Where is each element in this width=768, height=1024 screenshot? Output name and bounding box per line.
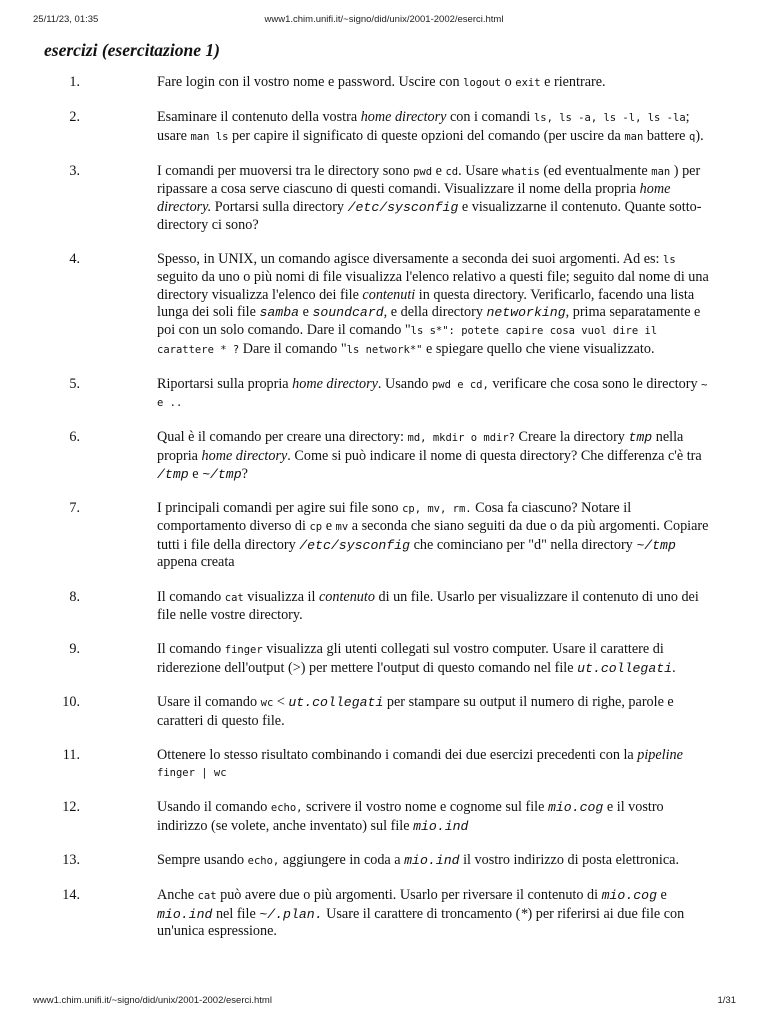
emphasis-text: contenuto	[318, 588, 375, 605]
inline-path: ~/tmp	[636, 537, 676, 553]
exercise-text	[157, 694, 717, 730]
exercise-item	[0, 641, 768, 677]
inline-path: mio.cog	[547, 800, 604, 816]
text-run: Cosa fa ciascuno? Notare il comportamento diverso di	[157, 499, 632, 535]
text-run: aggiungere in coda a	[279, 852, 405, 868]
inline-path: mio.ind	[157, 906, 213, 922]
text-run: ) per ripassare a cosa serve ciascuno di questi comandi. Visualizzare il nome della propria	[157, 162, 701, 198]
exercise-item	[0, 251, 768, 360]
text-run: , e della directory	[383, 304, 487, 321]
text-run: Fare login con il vostro nome e password. Uscire con	[157, 74, 464, 90]
inline-command: man ls	[190, 130, 229, 143]
text-run: Usare il carattere di troncamento (	[322, 905, 521, 922]
exercise-number: 1.	[69, 74, 80, 90]
exercise-text	[157, 251, 717, 360]
exercise-item	[0, 429, 768, 483]
text-run: , prima separatamente e poi con un solo comando. Dare il comando "	[157, 304, 701, 339]
exercise-number: 7.	[69, 499, 80, 516]
text-run: che cominciano per "d" nella directory	[410, 536, 637, 553]
inline-path: networking	[486, 305, 566, 321]
print-header-url: www1.chim.unifi.it/~signo/did/unix/2001-2002/eserci.html	[264, 14, 504, 25]
page-number: 1/31	[717, 995, 736, 1006]
text-run: . Come si può indicare il nome di questa directory? Che differenza c'è tra	[287, 448, 702, 464]
inline-command: man	[651, 165, 671, 178]
text-run: e	[188, 465, 203, 482]
exercise-item	[0, 887, 768, 941]
text-run: Riportarsi sulla propria	[157, 375, 293, 392]
exercise-text	[157, 799, 717, 835]
print-header	[0, 14, 768, 30]
exercise-number: 14.	[62, 887, 80, 904]
text-run: ; usare	[157, 109, 690, 144]
inline-path: ut.collegati	[288, 694, 384, 710]
exercise-text	[157, 500, 717, 572]
text-run: appena creata	[157, 554, 235, 571]
text-run: I principali comandi per agire sui file sono	[157, 499, 403, 516]
exercise-number: 10.	[62, 693, 80, 710]
inline-path: samba	[259, 305, 300, 321]
emphasis-text: home directory	[201, 448, 288, 464]
emphasis-text: home directory	[292, 375, 378, 392]
text-run: il vostro indirizzo di posta elettronica.	[459, 852, 679, 868]
inline-path: mio.ind	[404, 853, 460, 868]
exercise-item	[0, 163, 768, 234]
exercise-item	[0, 747, 768, 783]
text-run: Usare il comando	[157, 693, 261, 710]
text-run: Il comando	[157, 641, 225, 658]
text-run: Esaminare il contenuto della vostra	[157, 109, 361, 126]
inline-path: /etc/sysconfig	[299, 537, 411, 553]
text-run: battere	[643, 127, 690, 144]
text-run: o	[501, 74, 516, 90]
inline-command: ls, ls -a, ls -l, ls -la	[533, 112, 686, 125]
inline-command: cd	[445, 165, 459, 178]
text-run: Portarsi sulla directory	[211, 198, 348, 215]
text-run: verificare che cosa sono le directory	[488, 375, 702, 392]
text-run: e	[432, 162, 446, 179]
text-run: e rientrare.	[540, 74, 606, 90]
exercise-text	[157, 429, 717, 483]
inline-command: pwd e cd,	[431, 378, 489, 391]
print-footer-url: www1.chim.unifi.it/~signo/did/unix/2001-2002/eserci.html	[33, 995, 272, 1006]
exercise-text	[157, 887, 717, 941]
exercise-number: 5.	[69, 375, 80, 392]
exercise-number: 2.	[69, 109, 80, 126]
exercise-text	[157, 852, 717, 871]
text-run: ) per riferirsi ai due file con un'unica espressione.	[157, 905, 685, 940]
text-run: . Usando	[377, 375, 432, 392]
inline-path: ut.collegati	[577, 660, 673, 676]
text-run: in questa directory. Verificarlo, facendo una lista lunga dei soli file	[157, 286, 695, 321]
inline-command: cat	[197, 890, 217, 903]
exercise-number: 3.	[69, 162, 80, 179]
text-run: . Usare	[458, 162, 502, 179]
exercise-text	[157, 74, 717, 93]
text-run: e spiegare quello che viene visualizzato.	[422, 340, 655, 357]
text-run: nel file	[212, 905, 260, 922]
inline-command: mv	[335, 521, 349, 534]
inline-path: mio.ind	[413, 818, 469, 834]
exercise-number: 11.	[62, 746, 80, 763]
inline-command: man	[624, 130, 644, 143]
text-run: seguito da uno o più nomi di file visualizza l'elenco relativo a questi file; seguito dal nome di una directory visualizza l'elenco dei file	[157, 269, 709, 303]
text-run: visualizza il	[243, 588, 319, 605]
inline-command: q	[689, 130, 696, 143]
text-run: e visualizzarne il contenuto. Quante sotto-directory ci sono?	[157, 198, 702, 233]
inline-path: ~/tmp	[202, 466, 242, 482]
exercise-number: 12.	[62, 799, 80, 816]
exercise-number: 6.	[69, 429, 80, 446]
text-run: ).	[695, 127, 704, 144]
emphasis-text: *	[520, 905, 528, 922]
exercise-text	[157, 109, 717, 146]
text-run: <	[273, 693, 289, 710]
exercise-text	[157, 376, 717, 413]
exercise-number: 4.	[69, 250, 80, 267]
text-run: .	[672, 659, 676, 676]
exercise-item	[0, 589, 768, 625]
page-title: esercizi (esercitazione 1)	[44, 40, 220, 60]
text-run: Spesso, in UNIX, un comando agisce diversamente a seconda dei suoi argomenti. Ad es:	[157, 250, 664, 267]
text-run: Anche	[157, 887, 198, 904]
text-run: può avere due o più argomenti. Usarlo per riversare il contenuto di	[216, 887, 602, 904]
exercise-item	[0, 799, 768, 835]
text-run: e	[299, 304, 313, 321]
exercise-text	[157, 747, 717, 783]
text-run: Creare la directory	[515, 429, 629, 446]
inline-path: ~/.plan.	[259, 906, 323, 922]
inline-path: tmp	[628, 430, 653, 446]
emphasis-text: contenuti	[362, 286, 416, 303]
emphasis-text: home directory.	[157, 181, 671, 215]
text-run: Usando il comando	[157, 799, 271, 816]
emphasis-text: pipeline	[637, 746, 683, 763]
exercise-text	[157, 641, 717, 677]
inline-command: ~ e ..	[157, 378, 708, 410]
text-run: e	[657, 887, 667, 904]
print-datetime: 25/11/23, 01:35	[33, 14, 99, 25]
exercise-text	[157, 163, 717, 234]
text-run: a seconda che siano seguiti da due o da più argomenti. Copiare tutti i file della directory	[157, 518, 709, 553]
exercise-text	[157, 589, 717, 625]
inline-command: md, mkdir o mdir?	[407, 432, 515, 445]
print-footer	[0, 995, 768, 1011]
inline-command: cp	[309, 521, 323, 534]
exercise-item	[0, 74, 768, 93]
exercise-number: 13.	[62, 852, 80, 868]
text-run: Sempre usando	[157, 852, 248, 868]
exercise-item	[0, 376, 768, 413]
inline-command: logout	[463, 77, 502, 89]
inline-command: cat	[224, 591, 244, 604]
text-run: di un file. Usarlo per visualizzare il contenuto di uno dei file nelle vostre directory.	[157, 588, 699, 624]
emphasis-text: home directory	[360, 109, 447, 126]
exercise-item	[0, 694, 768, 730]
text-run: per capire il significato di queste opzioni del comando (per uscire da	[228, 127, 625, 144]
inline-command: pwd	[413, 165, 433, 178]
inline-command: echo,	[270, 802, 303, 815]
text-run: con i comandi	[446, 109, 534, 126]
exercise-item	[0, 109, 768, 146]
inline-path: /etc/sysconfig	[347, 199, 459, 215]
text-run: Ottenere lo stesso risultato combinando i comandi dei due esercizi precedenti con la	[157, 746, 638, 763]
inline-command: exit	[515, 77, 541, 89]
text-run: nella propria	[157, 429, 684, 464]
text-run: per stampare su output il numero di righe, parole e caratteri di questo file.	[157, 693, 674, 729]
exercise-item	[0, 500, 768, 572]
exercise-item	[0, 852, 768, 871]
inline-command: ls network*"	[346, 343, 423, 356]
inline-command: cp, mv, rm.	[402, 502, 472, 515]
text-run: visualizza gli utenti collegati sul vostro computer. Usare il carattere di riderezione dell'output (>) per mettere l'output di questo comando nel file	[157, 641, 664, 676]
text-run: I comandi per muoversi tra le directory sono	[157, 162, 414, 179]
text-run: Qual è il comando per creare una directory:	[157, 429, 408, 446]
inline-path: /tmp	[157, 466, 189, 482]
inline-path: mio.cog	[601, 888, 657, 904]
exercise-list	[0, 74, 768, 957]
inline-path: soundcard	[312, 305, 384, 321]
text-run: scrivere il vostro nome e cognome sul file	[302, 799, 548, 816]
text-run: e	[322, 518, 336, 535]
inline-command: wc	[260, 696, 274, 709]
inline-command: whatis	[501, 165, 540, 178]
text-run: (ed eventualmente	[539, 162, 652, 179]
inline-command: finger | wc	[157, 767, 227, 780]
exercise-number: 9.	[69, 641, 80, 658]
text-run: e il vostro indirizzo (se volete, anche inventato) sul file	[157, 799, 664, 834]
inline-command: echo,	[247, 855, 280, 867]
inline-command: finger	[224, 644, 263, 657]
exercise-number: 8.	[69, 588, 80, 605]
inline-command: ls	[663, 253, 676, 266]
text-run: Il comando	[157, 588, 225, 605]
text-run: Dare il comando "	[239, 340, 347, 357]
text-run: ?	[241, 465, 248, 482]
inline-command: ls s*": potete capire cosa vuol dire il carattere * ?	[157, 325, 658, 356]
